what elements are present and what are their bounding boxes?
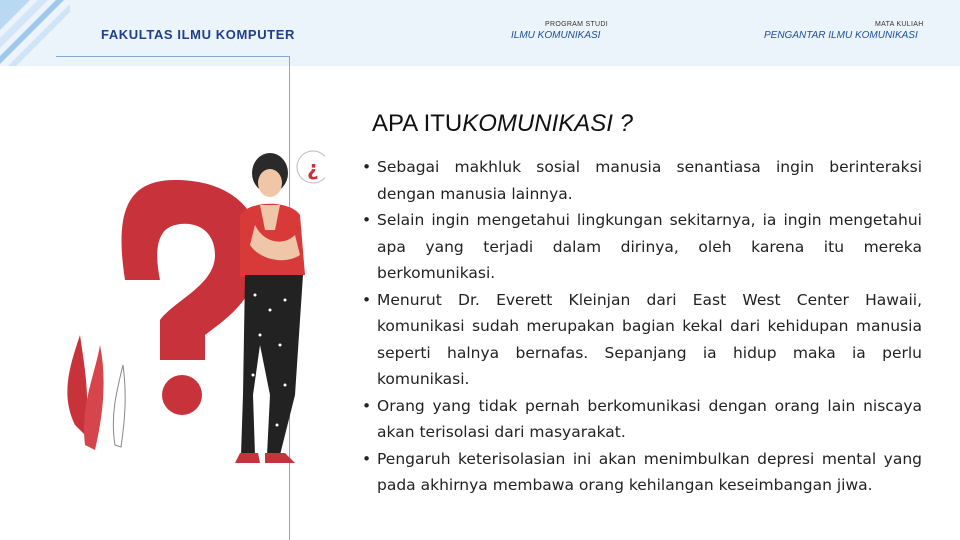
program-value: ILMU KOMUNIKASI bbox=[511, 30, 601, 41]
plant-left-icon bbox=[67, 335, 87, 435]
thinking-person-illustration bbox=[55, 95, 325, 475]
bullet-item: • Sebagai makhluk sosial manusia senantiasa ingin berinteraksi dengan manusia lainnya. bbox=[360, 154, 922, 207]
svg-text:¿: ¿ bbox=[307, 156, 319, 180]
title-keyword: KOMUNIKASI ? bbox=[462, 110, 633, 137]
bullet-list bbox=[360, 154, 922, 499]
faculty-name: FAKULTAS ILMU KOMPUTER bbox=[101, 27, 295, 42]
bullet-item: • Pengaruh keterisolasian ini akan menimbulkan depresi mental yang pada akhirnya membawa orang kehilangan keseimbangan jiwa. bbox=[360, 446, 922, 499]
course-value: PENGANTAR ILMU KOMUNIKASI bbox=[764, 30, 918, 41]
slide-title bbox=[372, 110, 633, 138]
program-label: PROGRAM STUDI bbox=[545, 21, 609, 28]
bullet-item: • Selain ingin mengetahui lingkungan sekitarnya, ia ingin mengetahui apa yang terjadi dalam dirinya, oleh karena itu mereka berkomunikasi. bbox=[360, 207, 922, 287]
frame-line-top bbox=[56, 56, 290, 57]
course-label: MATA KULIAH bbox=[875, 21, 924, 28]
title-prefix: APA ITU bbox=[372, 110, 463, 137]
question-mark-icon bbox=[122, 180, 261, 360]
bullet-item: • Menurut Dr. Everett Kleinjan dari East West Center Hawaii, komunikasi sudah merupakan bagian kekal dari kehidupan manusia seperti halnya bernafas. Sepanjang ia hidup maka ia perlu komunikasi. bbox=[360, 287, 922, 393]
bullet-item: • Orang yang tidak pernah berkomunikasi dengan orang lain niscaya akan terisolasi dari masyarakat. bbox=[360, 393, 922, 446]
